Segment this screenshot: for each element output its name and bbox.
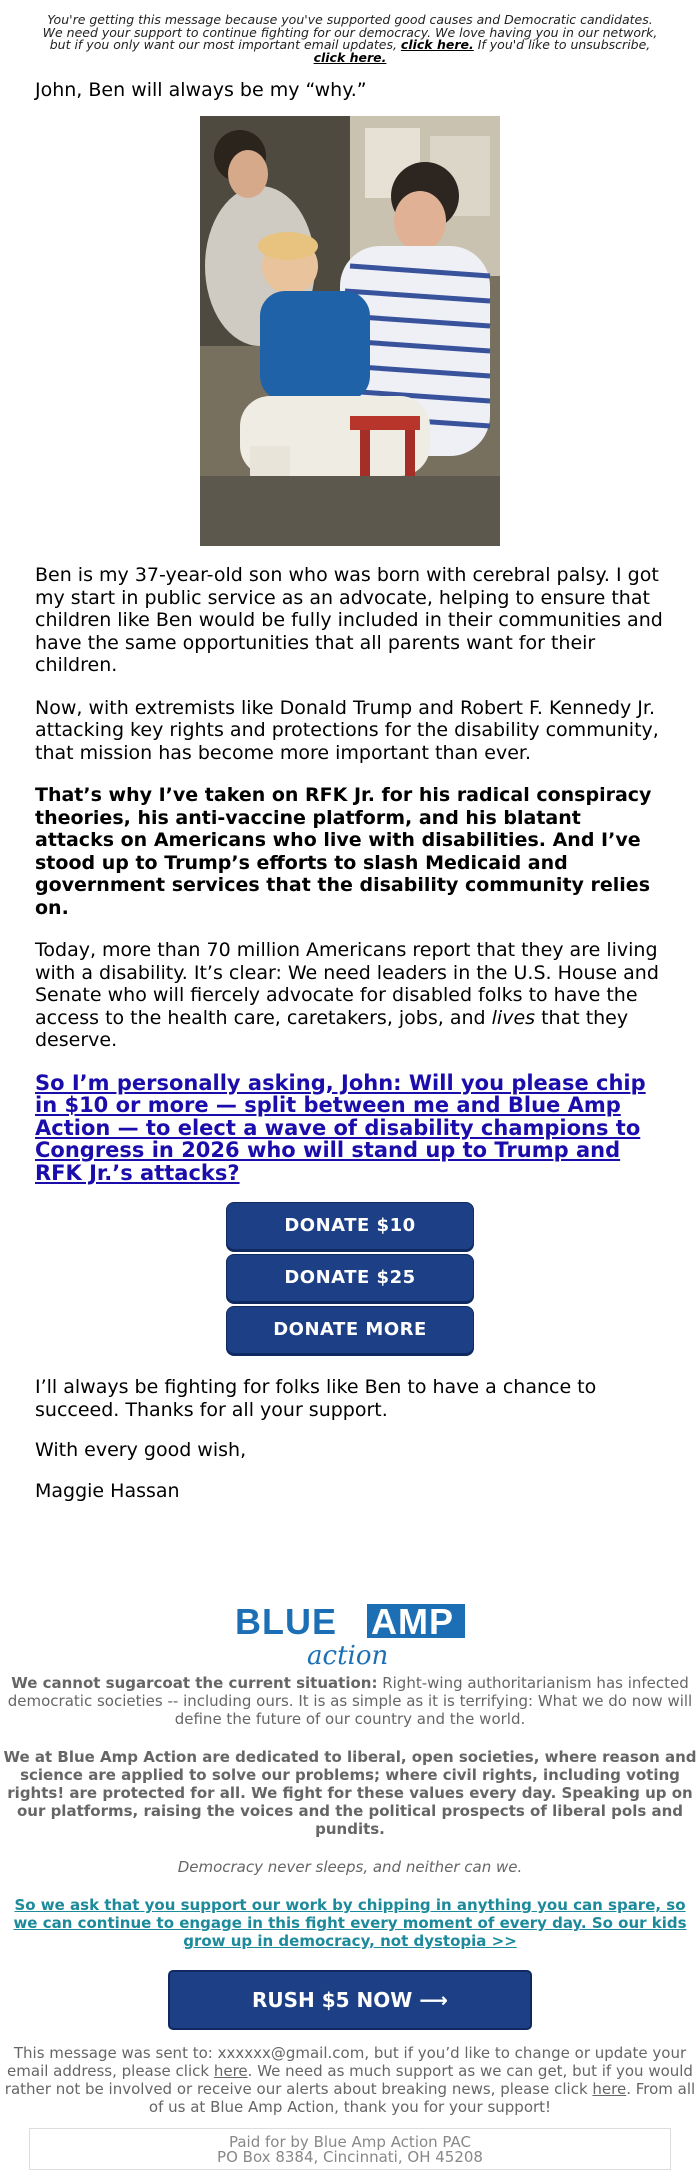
footer-p1-text: Right-wing authoritarianism has infected democratic societies -- including ours. It is as simple as it is terrifying: What we do now will define the future of our country and the world. xyxy=(7,1674,693,1728)
fine-print xyxy=(2,2044,698,2116)
donate-25-button[interactable]: DONATE $25 xyxy=(226,1254,474,1302)
donation-ask-link[interactable]: So I’m personally asking, John: Will you please chip in $10 or more — split between me and Blue Amp Action — to elect a wave of disability champions to Congress in 2026 who will stand up to Trump and RFK Jr.’s attacks? xyxy=(35,1070,646,1185)
opt-out-link[interactable]: here xyxy=(592,2080,627,2098)
closing-paragraph: I’ll always be fighting for folks like Ben to have a chance to succeed. Thanks for all your support. xyxy=(35,1376,597,1421)
paragraph-4-text-a: Today, more than 70 million Americans report that they are living with a disability. It’s clear: We need leaders in the U.S. House and Senate who will fiercely advocate for disabled folks to have the access to the health care, caretakers, jobs, and xyxy=(35,939,659,1029)
fine-print-c: . From all of us at Blue Amp Action, thank you for your support! xyxy=(148,2080,696,2116)
footer-paragraph-3: Democracy never sleeps, and neither can we. xyxy=(177,1858,523,1876)
paragraph-1: Ben is my 37-year-old son who was born with cerebral palsy. I got my start in public service as an advocate, helping to ensure that children like Ben would be fully included in their communities and have the same opportunities that all parents want for their children. xyxy=(35,564,663,676)
paragraph-4 xyxy=(35,939,665,1052)
paragraph-2: Now, with extremists like Donald Trump and Robert F. Kennedy Jr. attacking key rights and protections for the disability community, that mission has become more important than ever. xyxy=(35,696,659,764)
preheader-mid: If you'd like to unsubscribe, xyxy=(473,37,651,52)
logo-sub: action xyxy=(307,1641,389,1670)
blue-amp-action-logo xyxy=(0,1598,700,1674)
paid-for-line: Paid for by Blue Amp Action PAC xyxy=(228,2133,471,2151)
support-appeal-link[interactable]: So we ask that you support our work by chipping in anything you can spare, so we can continue to engage in this fight every moment of every day. So our kids grow up in democracy, not dystopia >> xyxy=(13,1896,687,1950)
paid-for-address: PO Box 8384, Cincinnati, OH 45208 xyxy=(217,2148,483,2166)
footer-paragraph-1 xyxy=(2,1674,698,1728)
sign-off: With every good wish, xyxy=(35,1439,247,1461)
logo-word: BLUE xyxy=(235,1601,337,1642)
donate-more-button[interactable]: DONATE MORE xyxy=(226,1306,474,1354)
donate-buttons xyxy=(35,1202,665,1354)
fine-print-a: This message was sent to: xxxxxx@gmail.com, but if you’d like to change or update your email address, please click xyxy=(7,2044,687,2080)
paragraph-4-emphasis: lives xyxy=(491,1006,536,1029)
footer xyxy=(0,1674,700,2170)
update-email-link[interactable]: here xyxy=(213,2062,248,2080)
donate-10-button[interactable]: DONATE $10 xyxy=(226,1202,474,1250)
rush-5-button[interactable] xyxy=(168,1970,532,2030)
footer-p1-lead: We cannot sugarcoat the current situation: xyxy=(11,1674,378,1692)
paragraph-3-bold: That’s why I’ve taken on RFK Jr. for his radical conspiracy theories, his anti-vaccine platform, and his blatant attacks on Americans who live with disabilities. And I’ve stood up to Trump’s efforts to slash Medicaid and government services that the disability community relies on. xyxy=(35,784,652,919)
fine-print-b: . We need as much support as we can get, but if you would rather not be involved or receive our alerts about breaking news, please click xyxy=(4,2062,693,2098)
rush-label: RUSH $5 NOW xyxy=(252,1988,413,2012)
logo-mark xyxy=(235,1598,465,1670)
unsubscribe-link[interactable]: click here. xyxy=(313,49,387,65)
email-preferences-link[interactable]: click here. xyxy=(400,37,474,52)
greeting: John, Ben will always be my “why.” xyxy=(35,79,367,101)
paragraph-4-text-b: that they deserve. xyxy=(35,1006,629,1051)
footer-paragraph-2: We at Blue Amp Action are dedicated to liberal, open societies, where reason and science are applied to solve our problems; where civil rights, including voting rights! are protected for all. We fight for these values every day. Speaking up on our platforms, raising the voices and the political prospects of liberal pols and pundits. xyxy=(3,1748,697,1838)
family-photo xyxy=(200,116,500,546)
signature: Maggie Hassan xyxy=(35,1479,180,1502)
paid-for-box xyxy=(29,2128,671,2170)
letter-body xyxy=(0,78,700,1502)
preheader-text: You're getting this message because you've supported good causes and Democratic candidates. We need your support to continue fighting for our democracy. We love having you in our network, but if you only want our most important email updates, xyxy=(42,12,658,52)
preheader xyxy=(0,0,700,65)
arrow-right-icon: ⟶ xyxy=(419,1988,448,2012)
svg-text:AMP: AMP xyxy=(371,1601,454,1642)
